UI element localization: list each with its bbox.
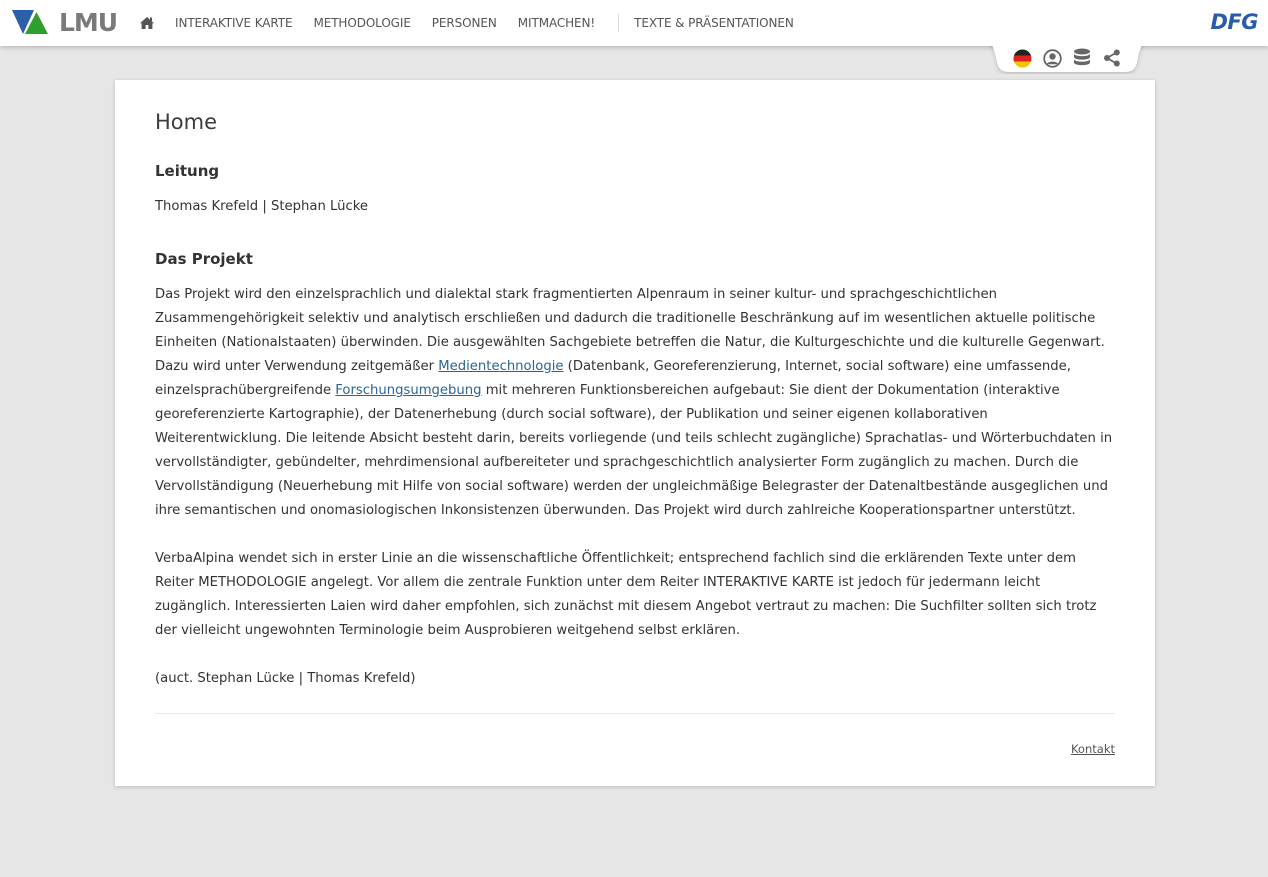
projekt-text-3: mit mehreren Funktionsbereichen aufgebaut: Sie dient der Dokumentation (interaktive georeferenzierte Kartographie), der Datenerhebung (durch social software), der Publikation und seiner eigenen kollaborativen Weiterentwicklung. Die leitende Absicht besteht darin, bereits vorliegende (und teils schlecht zugängliche) Sprachatlas- und Wörterbuchdaten in vervollständigter, gebündelter, mehrdimensional aufbereiteter und sprachgeschichtlich analysierter Form zugänglich zu machen. Durch die Vervollständigung (Neuerhebung mit Hilfe von social software) werden der ungleichmäßige Belegraster der Datenaltbestände ausgeglichen und ihre semantischen und onomasiologischen Inkonsistenzen überwunden. Das Projekt wird durch zahlreiche Kooperationspartner unterstützt. <box>155 383 1113 518</box>
projekt-text-1: Das Projekt wird den einzelsprachlich und dialektal stark fragmentierten Alpenraum in seiner kultur- und sprachgeschichtlichen Zusammengehörigkeit selektiv und analytisch erschließen und dadurch die traditionelle Beschränkung auf im wesentlichen aktuelle politische Einheiten (Nationalstaaten) überwinden. Die ausgewählten Sachgebiete betreffen die Natur, die Kulturgeschichte und die kulturelle Gegenwart. Dazu wird unter Verwendung zeitgemäßer <box>155 287 1105 374</box>
authors-note: (auct. Stephan Lücke | Thomas Krefeld) <box>155 671 416 686</box>
tools-tab <box>982 38 1152 74</box>
main-navigation <box>140 0 815 46</box>
leitung-names: Thomas Krefeld | Stephan Lücke <box>155 199 369 214</box>
nav-personen[interactable]: PERSONEN <box>431 16 497 30</box>
medientechnologie-link[interactable]: Medientechnologie <box>438 359 564 374</box>
dfg-logo[interactable]: DFG <box>1210 10 1258 34</box>
german-flag-icon[interactable] <box>1012 48 1032 68</box>
database-icon[interactable] <box>1072 48 1092 68</box>
content-body <box>155 108 1115 691</box>
leitung-heading: Leitung <box>155 162 220 180</box>
projekt-text-2: (Datenbank, Georeferenzierung, Internet, social software) eine umfassende, einzelsprachübergreifende <box>155 359 1071 398</box>
home-icon[interactable] <box>140 16 154 30</box>
nav-separator <box>618 14 619 32</box>
user-circle-icon[interactable] <box>1042 48 1062 68</box>
lmu-logo-text: LMU <box>59 8 118 37</box>
nav-methodologie[interactable]: METHODOLOGIE <box>313 16 411 30</box>
verbaalpina-logo-icon <box>12 10 48 34</box>
nav-mitmachen[interactable]: MITMACHEN! <box>517 16 596 30</box>
projekt-heading: Das Projekt <box>155 250 253 268</box>
page-title: Home <box>155 110 218 134</box>
kontakt-link[interactable]: Kontakt <box>1070 742 1115 756</box>
projekt-paragraph-1 <box>155 283 1115 523</box>
lmu-logo[interactable] <box>12 8 118 37</box>
forschungsumgebung-link[interactable]: Forschungsumgebung <box>335 383 482 398</box>
share-icon[interactable] <box>1102 48 1122 68</box>
content-divider <box>155 713 1115 714</box>
nav-texte-praesentationen[interactable]: TEXTE & PRÄSENTATIONEN <box>634 16 794 30</box>
nav-interaktive-karte[interactable]: INTERAKTIVE KARTE <box>175 16 293 30</box>
projekt-paragraph-2: VerbaAlpina wendet sich in erster Linie an die wissenschaftliche Öffentlichkeit; entsprechend fachlich sind die erklärenden Texte unter dem Reiter METHODOLOGIE angelegt. Vor allem die zentrale Funktion unter dem Reiter INTERAKTIVE KARTE ist jedoch für jedermann leicht zugänglich. Interessierten Laien wird daher empfohlen, sich zunächst mit diesem Angebot vertraut zu machen: Die Suchfilter sollten sich trotz der vielleicht ungewohnten Terminologie beim Ausprobieren weitgehend selbst erklären. <box>155 551 1097 638</box>
content-card <box>115 80 1155 786</box>
